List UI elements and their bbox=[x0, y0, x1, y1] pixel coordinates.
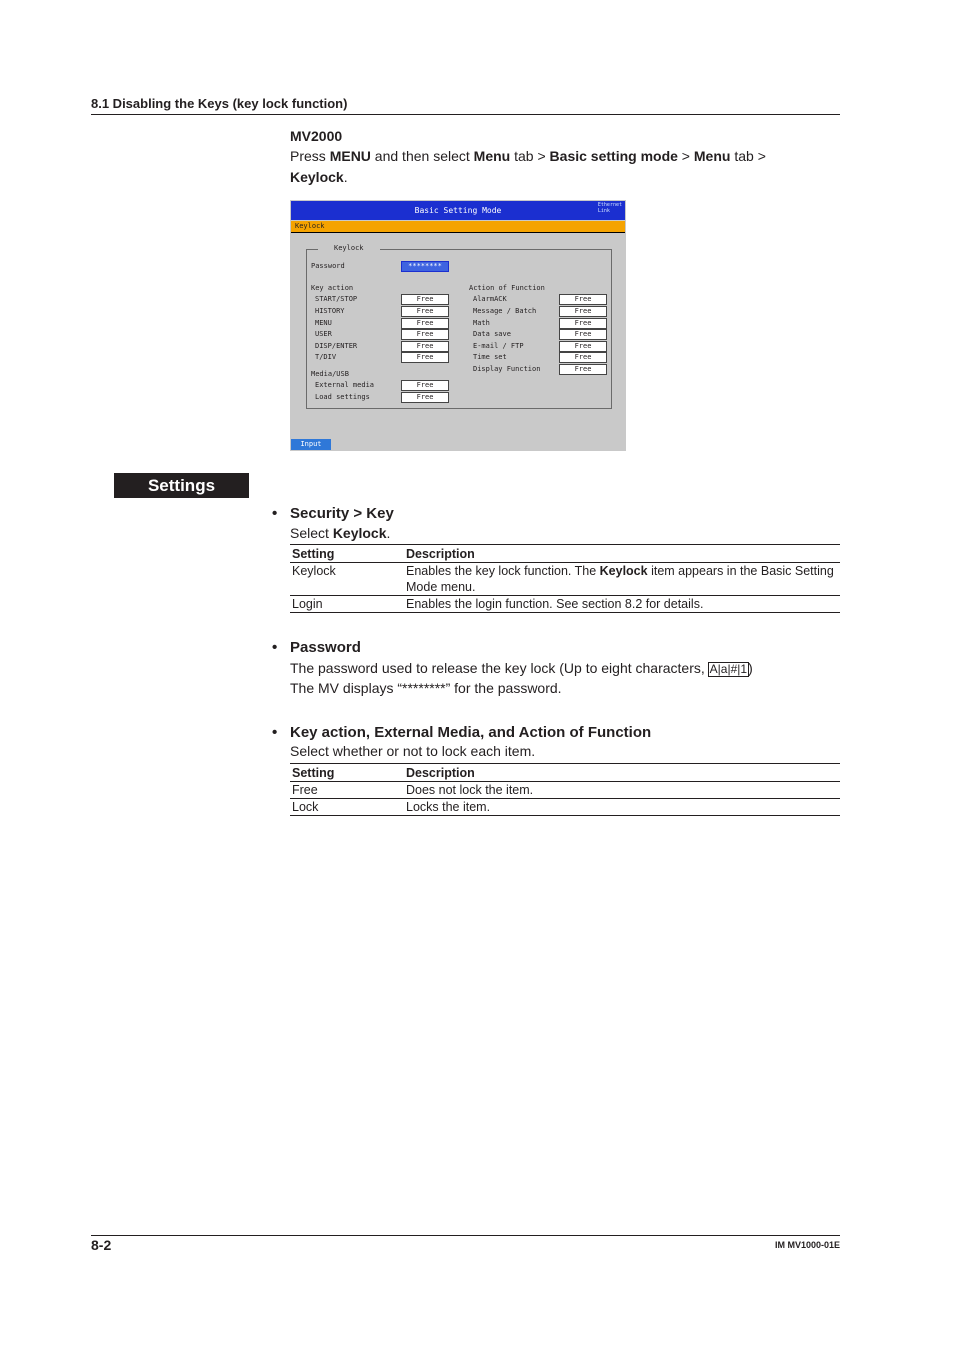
table-row bbox=[290, 596, 840, 613]
header-rule bbox=[91, 114, 840, 115]
key-action-table bbox=[290, 763, 840, 816]
input-button[interactable]: Input bbox=[291, 439, 331, 450]
key-action-item-label: HISTORY bbox=[315, 307, 345, 315]
media-usb-label: Media/USB bbox=[311, 370, 349, 378]
password-heading: • Password bbox=[272, 639, 361, 656]
ethernet-status: Ethernet Link bbox=[597, 202, 622, 214]
key-action-item-label: T/DIV bbox=[315, 353, 337, 361]
keylock-screen bbox=[290, 200, 626, 451]
function-item-label: Display Function bbox=[473, 365, 541, 373]
key-action-value[interactable]: Free bbox=[401, 341, 449, 352]
function-value[interactable]: Free bbox=[559, 352, 607, 363]
screen-title-bar bbox=[291, 201, 625, 220]
key-action-heading: • Key action, External Media, and Action of Function bbox=[272, 724, 652, 741]
screen-title: Basic Setting Mode bbox=[414, 206, 502, 215]
password-description: The password used to release the key lock (Up to eight characters, A|a|#|1) The MV displays “********” for the password. bbox=[290, 660, 753, 696]
function-value[interactable]: Free bbox=[559, 364, 607, 375]
password-field[interactable]: ******** bbox=[401, 261, 449, 272]
description-cell: Enables the key lock function. The Keylock item appears in the Basic Setting Mode menu. bbox=[404, 563, 840, 596]
function-item-label: Time set bbox=[473, 353, 507, 361]
key-action-item-label: DISP/ENTER bbox=[315, 342, 358, 350]
description-cell: Does not lock the item. bbox=[404, 782, 840, 799]
page-number: 8-2 bbox=[91, 1237, 112, 1253]
key-action-item-label: USER bbox=[315, 330, 332, 338]
key-action-value[interactable]: Free bbox=[401, 306, 449, 317]
function-value[interactable]: Free bbox=[559, 318, 607, 329]
setting-cell: Free bbox=[290, 782, 404, 799]
description-cell: Enables the login function. See section 8.2 for details. bbox=[404, 596, 840, 613]
key-action-value[interactable]: Free bbox=[401, 318, 449, 329]
footer-rule bbox=[91, 1235, 840, 1236]
column-header-setting: Setting bbox=[290, 764, 404, 782]
setting-cell: Keylock bbox=[290, 563, 404, 596]
key-action-label: Key action bbox=[311, 284, 354, 292]
description-cell: Locks the item. bbox=[404, 799, 840, 816]
function-value[interactable]: Free bbox=[559, 306, 607, 317]
column-header-setting: Setting bbox=[290, 545, 404, 563]
function-value[interactable]: Free bbox=[559, 341, 607, 352]
section-heading: 8.1 Disabling the Keys (key lock function) bbox=[91, 96, 348, 111]
settings-label: Settings bbox=[114, 473, 249, 498]
media-value[interactable]: Free bbox=[401, 392, 449, 403]
security-key-heading: • Security > Key bbox=[272, 505, 394, 522]
key-action-item-label: MENU bbox=[315, 319, 332, 327]
function-item-label: Math bbox=[473, 319, 490, 327]
key-action-value[interactable]: Free bbox=[401, 329, 449, 340]
function-item-label: Data save bbox=[473, 330, 511, 338]
key-action-item-label: START/STOP bbox=[315, 295, 358, 303]
table-header-row bbox=[290, 764, 840, 782]
function-value[interactable]: Free bbox=[559, 294, 607, 305]
screen-tab-keylock[interactable]: Keylock bbox=[291, 221, 625, 233]
menu-path-instruction: Press MENU and then select Menu tab > Basic setting mode > Menu tab > Keylock. bbox=[290, 148, 766, 185]
function-item-label: Message / Batch bbox=[473, 307, 537, 315]
key-action-intro: Select whether or not to lock each item. bbox=[290, 743, 536, 759]
key-action-value[interactable]: Free bbox=[401, 352, 449, 363]
model-name: MV2000 bbox=[290, 128, 343, 144]
function-item-label: AlarmACK bbox=[473, 295, 507, 303]
key-action-value[interactable]: Free bbox=[401, 294, 449, 305]
action-of-function-label: Action of Function bbox=[469, 284, 545, 292]
keylock-frame-caption: Keylock bbox=[318, 244, 380, 252]
column-header-description: Description bbox=[404, 545, 840, 563]
password-label: Password bbox=[311, 262, 345, 270]
table-row bbox=[290, 799, 840, 816]
table-row bbox=[290, 782, 840, 799]
function-item-label: E-mail / FTP bbox=[473, 342, 524, 350]
character-type-keys: A|a|#|1 bbox=[709, 662, 748, 676]
column-header-description: Description bbox=[404, 764, 840, 782]
document-id: IM MV1000-01E bbox=[774, 1240, 840, 1250]
media-value[interactable]: Free bbox=[401, 380, 449, 391]
table-row bbox=[290, 563, 840, 596]
security-table bbox=[290, 544, 840, 613]
function-value[interactable]: Free bbox=[559, 329, 607, 340]
setting-cell: Lock bbox=[290, 799, 404, 816]
table-header-row bbox=[290, 545, 840, 563]
media-item-label: External media bbox=[315, 381, 375, 389]
media-item-label: Load settings bbox=[315, 393, 370, 401]
setting-cell: Login bbox=[290, 596, 404, 613]
security-select-text: Select Keylock. bbox=[290, 525, 391, 541]
